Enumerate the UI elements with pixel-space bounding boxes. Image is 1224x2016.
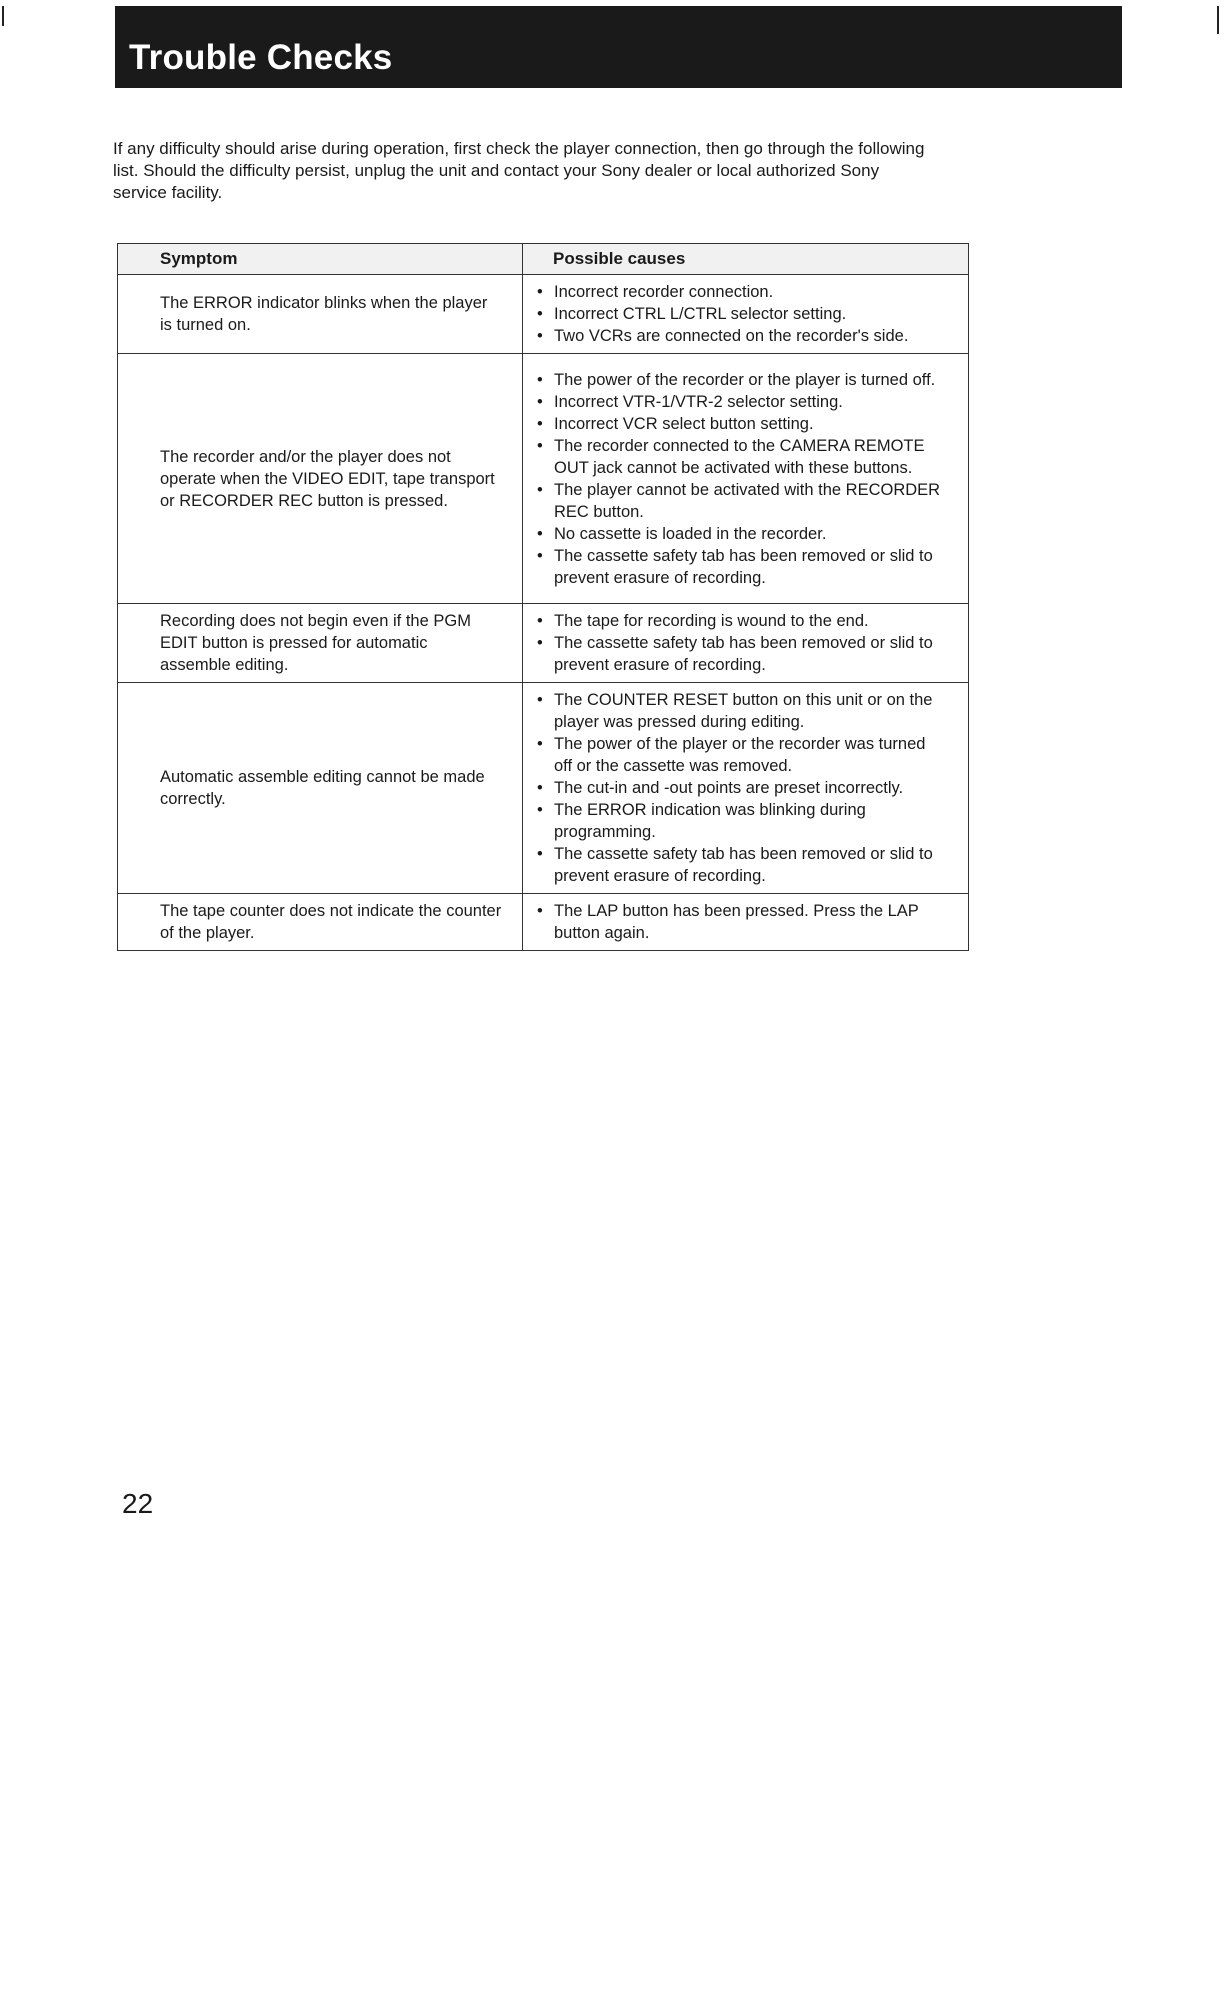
left-edge-mark (2, 6, 4, 26)
causes-cell (523, 604, 969, 683)
causes-cell (523, 683, 969, 894)
cause-item: • Incorrect VCR select button setting. (537, 413, 948, 435)
table-header-row (118, 244, 969, 275)
symptom-cell: The tape counter does not indicate the counter of the player. (118, 894, 523, 951)
cause-item: • The recorder connected to the CAMERA REMOTE OUT jack cannot be activated with these buttons. (537, 435, 948, 479)
causes-cell (523, 894, 969, 951)
cause-item: • The power of the recorder or the player is turned off. (537, 369, 948, 391)
trouble-table (117, 243, 969, 951)
table-row (118, 894, 969, 951)
symptom-column-header: Symptom (118, 244, 523, 275)
cause-item: • The LAP button has been pressed. Press the LAP button again. (537, 900, 948, 944)
causes-column-header: Possible causes (523, 244, 969, 275)
cause-item: • The COUNTER RESET button on this unit or on the player was pressed during editing. (537, 689, 948, 733)
table-row (118, 604, 969, 683)
page-title: Trouble Checks (129, 38, 393, 77)
cause-item: • The cassette safety tab has been removed or slid to prevent erasure of recording. (537, 545, 948, 589)
cause-item: • The ERROR indication was blinking during programming. (537, 799, 948, 843)
cause-item: • The player cannot be activated with the RECORDER REC button. (537, 479, 948, 523)
page-number: 22 (122, 1488, 154, 1519)
causes-list (537, 900, 948, 944)
causes-list (537, 369, 948, 589)
cause-item: • Two VCRs are connected on the recorder's side. (537, 325, 948, 347)
causes-cell (523, 354, 969, 604)
symptom-cell: Recording does not begin even if the PGM EDIT button is pressed for automatic assemble editing. (118, 604, 523, 683)
cause-item: • The tape for recording is wound to the end. (537, 610, 948, 632)
symptom-cell: Automatic assemble editing cannot be made correctly. (118, 683, 523, 894)
intro-paragraph: If any difficulty should arise during operation, first check the player connection, then go through the following list. Should the difficulty persist, unplug the unit and contact your Sony dealer or local authorized Sony service facility. (113, 139, 925, 202)
cause-item: • Incorrect recorder connection. (537, 281, 948, 303)
cause-item: • The cassette safety tab has been removed or slid to prevent erasure of recording. (537, 843, 948, 887)
causes-list (537, 281, 948, 347)
table-row (118, 275, 969, 354)
cause-item: • Incorrect VTR-1/VTR-2 selector setting. (537, 391, 948, 413)
cause-item: • No cassette is loaded in the recorder. (537, 523, 948, 545)
cause-item: • Incorrect CTRL L/CTRL selector setting. (537, 303, 948, 325)
symptom-cell: The ERROR indicator blinks when the player is turned on. (118, 275, 523, 354)
causes-list (537, 689, 948, 887)
cause-item: • The cassette safety tab has been removed or slid to prevent erasure of recording. (537, 632, 948, 676)
cause-item: • The power of the player or the recorder was turned off or the cassette was removed. (537, 733, 948, 777)
table-row (118, 354, 969, 604)
causes-cell (523, 275, 969, 354)
cause-item: • The cut-in and -out points are preset incorrectly. (537, 777, 948, 799)
right-edge-mark (1217, 6, 1219, 34)
causes-list (537, 610, 948, 676)
table-row (118, 683, 969, 894)
title-banner (115, 6, 1122, 88)
symptom-cell: The recorder and/or the player does not operate when the VIDEO EDIT, tape transport or RECORDER REC button is pressed. (118, 354, 523, 604)
